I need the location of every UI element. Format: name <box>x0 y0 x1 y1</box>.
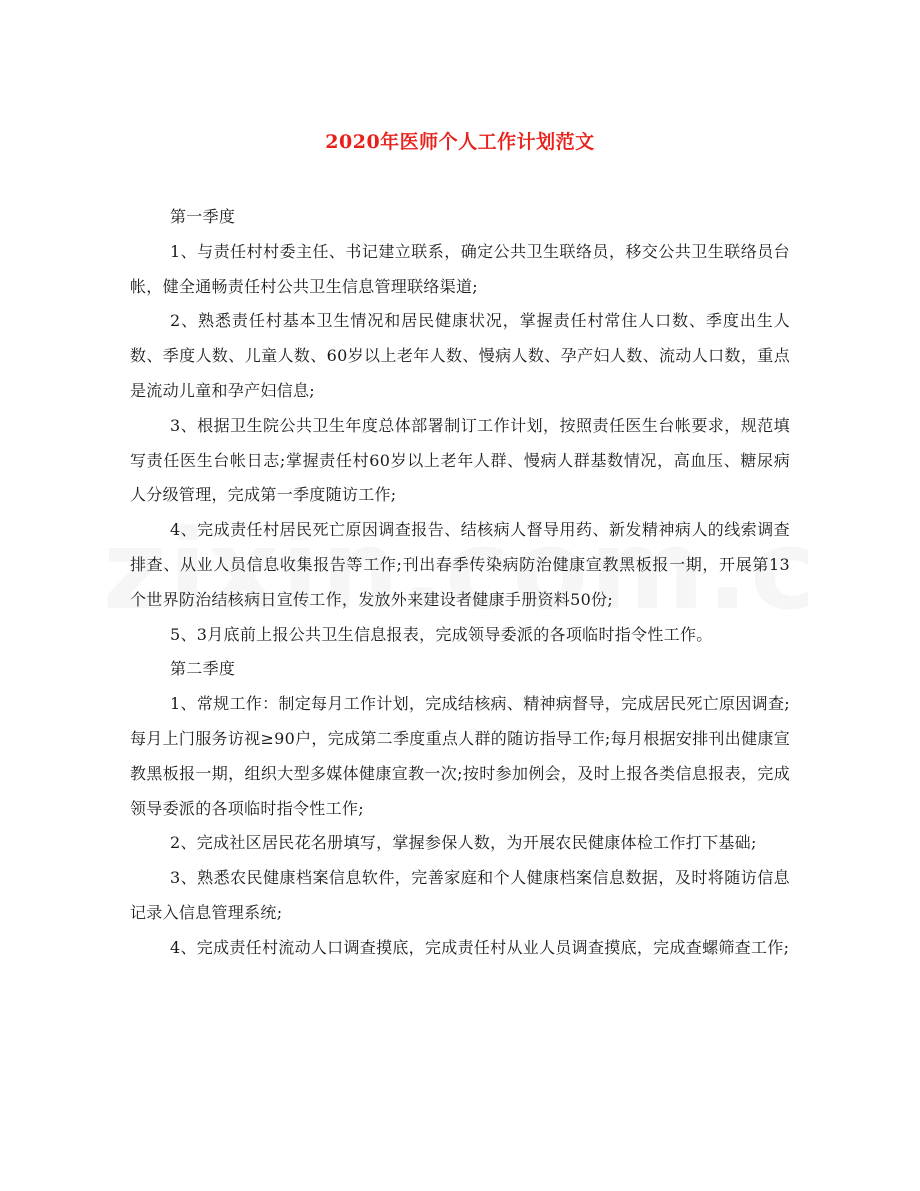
paragraph: 5、3月底前上报公共卫生信息报表，完成领导委派的各项临时指令性工作。 <box>170 624 713 644</box>
section-heading-q1: 第一季度 <box>170 207 236 226</box>
paragraph: 2、熟悉责任村基本卫生情况和居民健康状况，掌握责任村常住人口数、季度出生人数、季度人数、儿童人数、60岁以上老年人数、慢病人数、孕产妇人数、流动人口数，重点是流动儿童和孕产妇信息; <box>130 311 790 400</box>
paragraph: 3、根据卫生院公共卫生年度总体部署制订工作计划，按照责任医生台帐要求，规范填写责任医生台帐日志;掌握责任村60岁以上老年人群、慢病人群基数情况，高血压、糖尿病人分级管理，完成第一季度随访工作; <box>130 415 790 505</box>
section-heading-q2: 第二季度 <box>170 659 236 679</box>
document-body <box>130 200 790 966</box>
paragraph: 4、完成责任村居民死亡原因调查报告、结核病人督导用药、新发精神病人的线索调查排查、从业人员信息收集报告等工作;刊出春季传染病防治健康宣教黑板报一期，开展第13个世界防治结核病日宣传工作，发放外来建设者健康手册资料50份; <box>130 520 790 609</box>
paragraph: 3、熟悉农民健康档案信息软件，完善家庭和个人健康档案信息数据，及时将随访信息记录入信息管理系统; <box>130 868 790 922</box>
paragraph: 2、完成社区居民花名册填写，掌握参保人数，为开展农民健康体检工作打下基础; <box>170 833 757 853</box>
paragraph: 1、常规工作：制定每月工作计划，完成结核病、精神病督导，完成居民死亡原因调查;每月上门服务访视≥90户，完成第二季度重点人群的随访指导工作;每月根据安排刊出健康宣教黑板报一期，组织大型多媒体健康宣教一次;按时参加例会，及时上报各类信息报表，完成领导委派的各项临时指令性工作; <box>130 694 790 818</box>
paragraph: 4、完成责任村流动人口调查摸底，完成责任村从业人员调查摸底，完成查螺筛查工作; <box>170 937 790 957</box>
document-title: 2020年医师个人工作计划范文 <box>325 131 595 153</box>
paragraph: 1、与责任村村委主任、书记建立联系，确定公共卫生联络员，移交公共卫生联络员台帐，健全通畅责任村公共卫生信息管理联络渠道; <box>130 241 790 296</box>
